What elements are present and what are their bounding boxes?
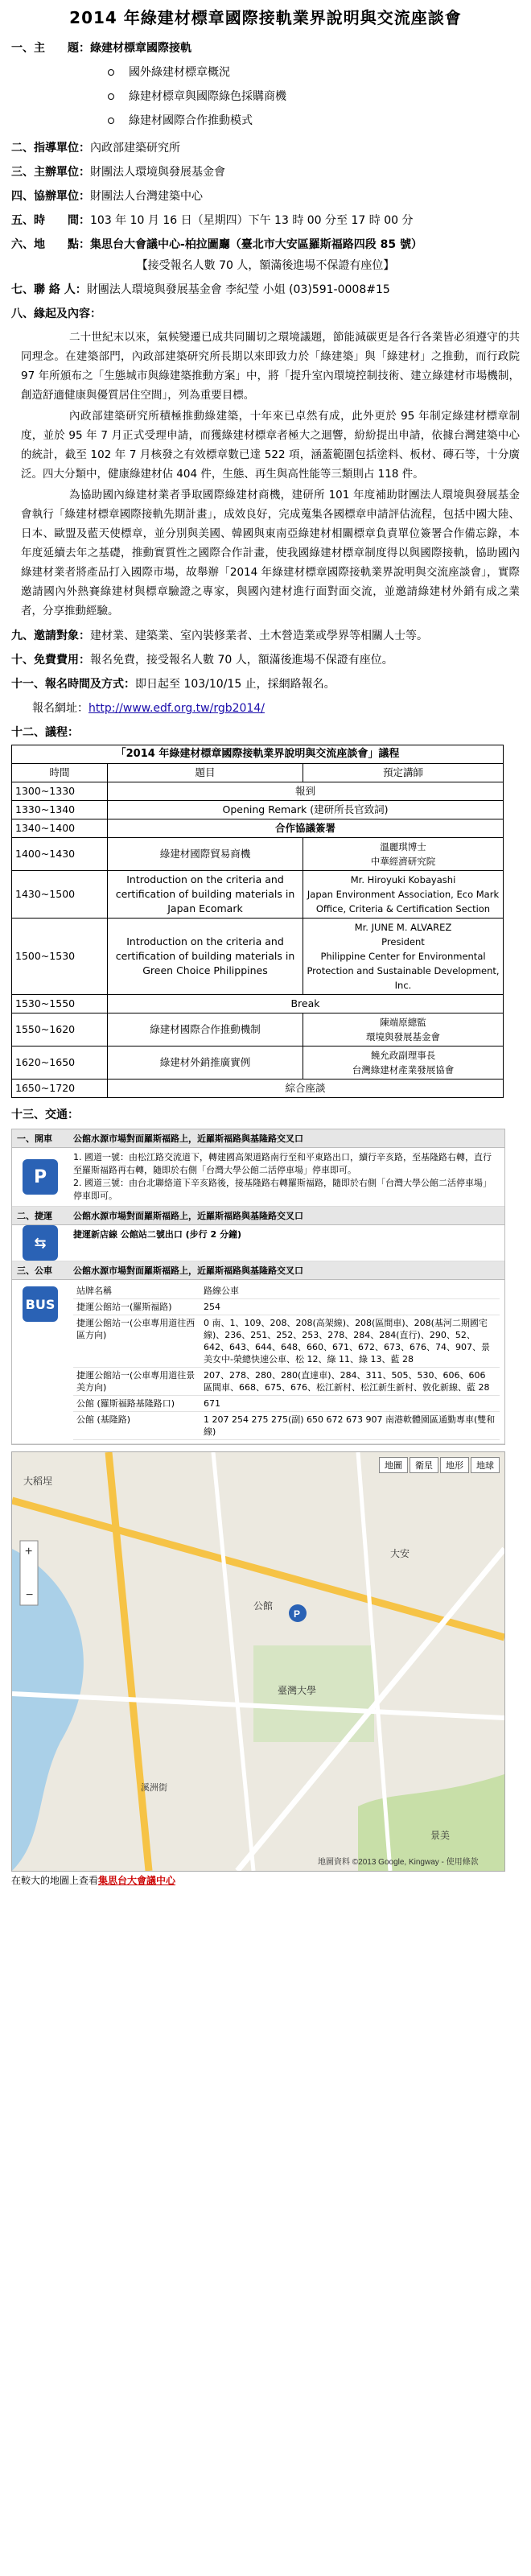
- larger-map-link[interactable]: 集思台大會議中心: [98, 1875, 176, 1886]
- registration-url-row: 報名網址：http://www.edf.org.tw/rgb2014/: [32, 702, 265, 715]
- section-location: 六、地 點：集思台大會議中心-柏拉圖廳（臺北市大安區羅斯福路四段 85 號）: [11, 238, 423, 251]
- bullet-icon: [108, 118, 114, 124]
- bus-row: [73, 1315, 500, 1368]
- map-caption: 在較大的地圖上查看集思台大會議中心: [11, 1875, 176, 1886]
- agenda-title: 「2014 年綠建材標章國際接軌業界說明與交流座談會」議程: [12, 745, 504, 764]
- map-type-earth-button[interactable]: 地球: [471, 1457, 500, 1473]
- location-map[interactable]: [11, 1451, 505, 1872]
- traffic-panel: [11, 1129, 505, 1445]
- mrt-header: 二、捷運 公館水源市場對面羅斯福路上，近羅斯福路與基隆路交叉口: [12, 1207, 504, 1225]
- map-type-map-button[interactable]: 地圖: [379, 1457, 408, 1473]
- agenda-header: 題目: [108, 764, 303, 782]
- bus-routes: 254: [200, 1299, 500, 1315]
- section-fee: 十、免費費用：報名免費，接受報名人數 70 人，額滿後進場不保證有座位。: [11, 654, 393, 667]
- registration-link[interactable]: http://www.edf.org.tw/rgb2014/: [88, 702, 265, 715]
- theme-label: 一、主 題：: [11, 42, 90, 55]
- car-directions: 1. 國道一號：由松江路交流道下，轉建國高架道路南行至和平東路出口，續行辛亥路，至基隆路右轉，直行至羅斯福路再右轉，隨即於右側「台灣大學公館二活停車場」停車即可。 2. 國道三號：由台北聯絡道下辛亥路後，接基隆路右轉羅斯福路，隨即於右側「台灣大學公館二活停車場」停車即可。: [73, 1152, 492, 1201]
- map-type-satellite-button[interactable]: 衛星: [410, 1457, 438, 1473]
- agenda-time: 1400~1430: [12, 838, 108, 871]
- agenda-topic: 報到: [108, 782, 504, 801]
- agenda-topic: 合作協議簽署: [108, 819, 504, 838]
- bus-row: [73, 1368, 500, 1396]
- bus-stop: 公館 (羅斯福路基隆路口): [73, 1396, 200, 1412]
- agenda-body: [12, 782, 504, 1098]
- svg-text:P: P: [294, 1608, 301, 1620]
- section-guidance: 二、指導單位：內政部建築研究所: [11, 142, 180, 155]
- page-title: 2014 年綠建材標章國際接軌業界說明與交流座談會: [69, 8, 462, 27]
- bus-stop: 公館 (基隆路): [73, 1412, 200, 1440]
- bus-routes: 路線公車: [200, 1283, 500, 1299]
- section-audience: 九、邀請對象：建材業、建築業、室內裝修業者、土木營造業或學界等相關人士等。: [11, 630, 428, 642]
- agenda-row: [12, 838, 504, 871]
- bullet-icon: [108, 93, 114, 100]
- agenda-header: 時間: [12, 764, 108, 782]
- agenda-time: 1340~1400: [12, 819, 108, 838]
- theme-item: 國外綠建材標章概況: [108, 60, 520, 85]
- section-traffic: 十三、交通：: [11, 1108, 79, 1121]
- agenda-topic: Opening Remark (建研所長官致詞): [108, 801, 504, 819]
- agenda-row: [12, 871, 504, 919]
- background-paragraph: 內政部建築研究所積極推動綠建築，十年來已卓然有成，此外更於 95 年制定綠建材標章制度，並於 95 年 7 月正式受理申請，而獲綠建材標章者極大之迴響，紛紛提出申請，依據台灣建築中心的統計，截至 102 年 7 月核發之有效標章數已達 522 項，涵蓋範圍包括塗料、板材、磚石等，十分廣泛。四大分類中，健康綠建材佔 404 件，生態、再生與高性能等三類則占 118 件。: [21, 410, 520, 481]
- map-label: 景美: [430, 1830, 451, 1841]
- bus-stop: 站牌名稱: [73, 1283, 200, 1299]
- agenda-topic: 綠建材國際合作推動機制: [108, 1013, 303, 1046]
- bus-row: [73, 1299, 500, 1315]
- bus-routes: 671: [200, 1396, 500, 1412]
- section-coorganizer: 四、協辦單位：財團法人台灣建築中心: [11, 190, 203, 203]
- agenda-topic: 綠建材國際貿易商機: [108, 838, 303, 871]
- agenda-row: [12, 782, 504, 801]
- theme-item: 綠建材國際合作推動模式: [108, 109, 520, 133]
- bus-stop: 捷運公館站一(公車專用道往西區方向): [73, 1315, 200, 1368]
- map-type-terrain-button[interactable]: 地形: [440, 1457, 469, 1473]
- svg-text:+: +: [25, 1545, 33, 1558]
- section-theme: [0, 39, 531, 133]
- agenda-row: [12, 995, 504, 1013]
- map-label: 臺灣大學: [278, 1685, 317, 1696]
- bus-row: [73, 1283, 500, 1299]
- car-section: [12, 1148, 504, 1207]
- agenda-row: [12, 801, 504, 819]
- map-label: 公館: [253, 1600, 274, 1612]
- agenda-speaker: 溫麗琪博士 中華經濟研究院: [303, 838, 504, 871]
- bullet-icon: [108, 69, 114, 76]
- map-canvas: [12, 1452, 504, 1871]
- agenda-row: [12, 1046, 504, 1080]
- agenda-row: [12, 819, 504, 838]
- bus-stop: 捷運公館站一(公車專用道往景美方向): [73, 1368, 200, 1396]
- agenda-topic: 綠建材外銷推廣實例: [108, 1046, 303, 1080]
- map-label: 大稻埕: [23, 1476, 53, 1487]
- agenda-time: 1650~1720: [12, 1080, 108, 1098]
- section-organizer: 三、主辦單位：財團法人環境與發展基金會: [11, 166, 225, 179]
- map-attribution: 地圖資料 ©2013 Google, Kingway - 使用條款: [318, 1858, 479, 1867]
- agenda-row: [12, 1013, 504, 1046]
- bus-routes: 207、278、280、280(直達車)、284、311、505、530、606、606 區間車、668、675、676、松江新村、松江新生新村、敦化新線、藍 28: [200, 1368, 500, 1396]
- agenda-row: [12, 919, 504, 995]
- agenda-speaker: Mr. JUNE M. ALVAREZ President Philippine Center for Environmental Protection and Sustainable Development, Inc.: [303, 919, 504, 995]
- background-paragraph: 為協助國內綠建材業者爭取國際綠建材商機，建研所 101 年度補助財團法人環境與發展基金會執行「綠建材標章國際接軌先期計畫」，成效良好，完成蒐集各國標章申請評估流程，包括中國大陸、日本、歐盟及藍天使標章，並分別與美國、韓國與東南亞綠建材相關標章負責單位簽署合作備忘錄，本年度延續去年之基礎，推動實質性之國際合作計畫，使我國綠建材標章制度得以與國際接軌，協助國內綠建材業者將產品打入國際市場，故舉辦「2014 年綠建材標章國際接軌業界說明與交流座談會」，實際邀請國內外熱賽綠建材與標章驗證之專家，與國內建材進行面對面交流，並邀請綠建材外銷有成之業者，分享推動經驗。: [21, 489, 520, 617]
- agenda-topic: Introduction on the criteria and certification of building materials in Green Choice Philippines: [108, 919, 303, 995]
- section-time: 五、時 間：103 年 10 月 16 日（星期四）下午 13 時 00 分至 17 時 00 分: [11, 214, 414, 227]
- bus-routes: 1 207 254 275 275(副) 650 672 673 907 南港軟體園區通勤專車(雙和線): [200, 1412, 500, 1440]
- agenda-time: 1620~1650: [12, 1046, 108, 1080]
- bus-icon: BUS: [23, 1286, 58, 1322]
- background-paragraph: 二十世紀末以來，氣候變遷已成共同關切之環境議題，節能減碳更是各行各業皆必須遵守的共同理念。在建築部門，內政部建築研究所長期以來即致力於「綠建築」與「綠建材」之推動，而行政院 97 年所頒布之「生態城市與綠建築推動方案」中，將「提升室內環境控制技術、建立綠建材市場機制，創造舒適健康與優質居住空間」，列為重要目標。: [21, 331, 520, 402]
- mrt-section: [12, 1225, 504, 1261]
- section-background: 八、緣起及內容：: [11, 308, 101, 320]
- agenda-topic: 綜合座談: [108, 1080, 504, 1098]
- bus-table: [73, 1283, 500, 1440]
- agenda-time: 1500~1530: [12, 919, 108, 995]
- bus-routes: 0 南、1、109、208、208(高架線)、208(區間車)、208(基河二期國宅線)、236、251、252、253、278、284、284(直行)、290、52、642、643、644、648、660、671、672、673、676、74、907、景美女中-榮總快速公車、松 12、綠 11、綠 13、藍 28: [200, 1315, 500, 1368]
- bus-stop: 捷運公館站一(羅斯福路): [73, 1299, 200, 1315]
- bus-header: 三、公車 公館水源市場對面羅斯福路上，近羅斯福路與基隆路交叉口: [12, 1261, 504, 1280]
- capacity-note: 【接受報名人數 70 人，額滿後進場不保證有座位】: [136, 259, 395, 272]
- agenda-topic: Break: [108, 995, 504, 1013]
- section-contact: 七、聯 絡 人：財團法人環境與發展基金會 李紀瑩 小姐 (03)591-0008#15: [11, 283, 390, 296]
- section-agenda: 十二、議程：: [11, 726, 79, 739]
- theme-item: 綠建材標章與國際綠色採購商機: [108, 85, 520, 109]
- agenda-time: 1430~1500: [12, 871, 108, 919]
- svg-text:−: −: [26, 1588, 34, 1602]
- theme-items: [108, 60, 520, 133]
- theme-value: 綠建材標章國際接軌: [90, 42, 191, 55]
- metro-icon: ⇆: [23, 1225, 58, 1261]
- agenda-speaker: Mr. Hiroyuki Kobayashi Japan Environment Association, Eco Mark Office, Criteria & Certification Section: [303, 871, 504, 919]
- agenda-time: 1530~1550: [12, 995, 108, 1013]
- agenda-topic: Introduction on the criteria and certification of building materials in Japan Ecomark: [108, 871, 303, 919]
- bus-row: [73, 1396, 500, 1412]
- mrt-directions: 捷運新店線 公館站二號出口 (步行 2 分鐘): [73, 1229, 242, 1240]
- agenda-time: 1550~1620: [12, 1013, 108, 1046]
- agenda-time: 1330~1340: [12, 801, 108, 819]
- car-header: 一、開車 公館水源市場對面羅斯福路上，近羅斯福路與基隆路交叉口: [12, 1129, 504, 1148]
- parking-icon: P: [23, 1159, 58, 1195]
- agenda-table: [11, 745, 504, 1098]
- map-label: 溪洲街: [141, 1783, 167, 1793]
- bus-row: [73, 1412, 500, 1440]
- agenda-time: 1300~1330: [12, 782, 108, 801]
- agenda-header: 預定講師: [303, 764, 504, 782]
- agenda-speaker: 陳端原總監 環境與發展基金會: [303, 1013, 504, 1046]
- agenda-speaker: 饒允政副理事長 台灣綠建材產業發展協會: [303, 1046, 504, 1080]
- map-label: 大安: [390, 1548, 410, 1559]
- map-type-buttons: [379, 1457, 500, 1473]
- bus-section: [12, 1280, 504, 1444]
- agenda-row: [12, 1080, 504, 1098]
- section-registration: 十一、報名時間及方式：即日起至 103/10/15 止，採網路報名。: [11, 678, 335, 691]
